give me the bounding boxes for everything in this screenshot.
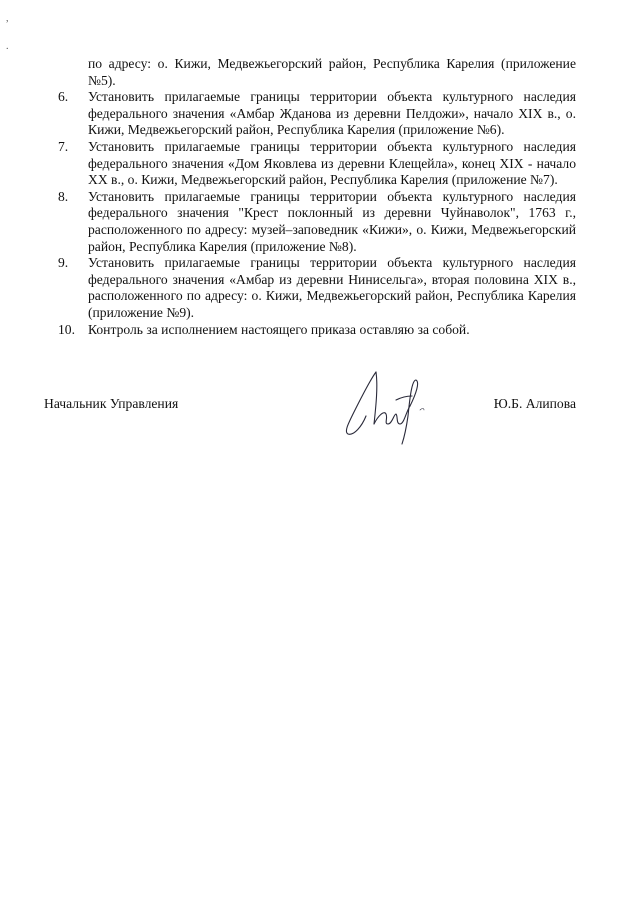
- item-number: 10.: [58, 321, 75, 337]
- item-text: Установить прилагаемые границы территории объекта культурного наследия федерального значения «Амбар Жданова из деревни Пелдожи», начало XIX в., о. Кижи, Медвежьегорский район, Республика Карелия (приложение №6).: [88, 89, 576, 138]
- signature-block: [44, 392, 576, 452]
- item-number: 6.: [58, 89, 69, 105]
- item-text: Установить прилагаемые границы территории объекта культурного наследия федерального значения "Крест поклонный из деревни Чуйнаволок", 1763 г., расположенного по адресу: музей–заповедник «Кижи», о. Кижи, Медвежьегорский район, Республика Карелия (приложение №8).: [88, 188, 576, 254]
- list-item-7: [52, 139, 576, 189]
- signatory-title: Начальник Управления: [44, 396, 179, 411]
- item-text: Установить прилагаемые границы территории объекта культурного наследия федерального значения «Амбар из деревни Нинисельга», вторая половина XIX в., расположенного по адресу: о. Кижи, Медвежьегорский район, Республика Карелия (приложение №9).: [88, 255, 576, 320]
- item-text: по адресу: о. Кижи, Медвежьегорский район, Республика Карелия (приложение №5).: [88, 56, 576, 88]
- list-item-10: [52, 322, 576, 339]
- scan-mark: ,: [6, 13, 9, 24]
- list-item-continuation: [52, 56, 576, 89]
- list-item-6: [52, 89, 576, 139]
- item-number: 7.: [58, 138, 69, 154]
- item-number: 9.: [58, 255, 69, 271]
- list-item-8: [52, 189, 576, 255]
- order-items-list: [52, 56, 576, 338]
- item-text: Контроль за исполнением настоящего приказа оставляю за собой.: [88, 321, 470, 337]
- scan-mark: .: [6, 41, 9, 52]
- item-number: 8.: [58, 188, 69, 204]
- item-text: Установить прилагаемые границы территории объекта культурного наследия федерального значения «Дом Яковлева из деревни Клещейла», конец XIX - начало XX в., о. Кижи, Медвежьегорский район, Республика Карелия (приложение №7).: [88, 138, 576, 188]
- list-item-9: [52, 255, 576, 321]
- item-number: [52, 56, 88, 73]
- signatory-name: Ю.Б. Алипова: [493, 396, 576, 411]
- handwritten-signature: [336, 366, 436, 446]
